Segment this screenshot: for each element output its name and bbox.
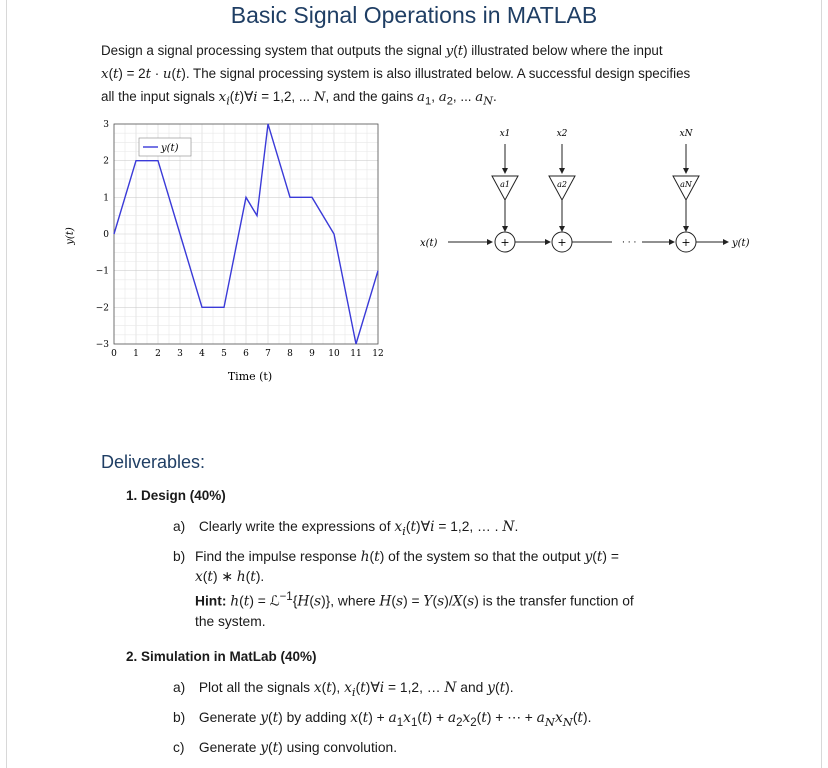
item-1b-hint: Hint: h(t) = ℒ$^{-1}${H(s)}, where H(s) = Y(s)/X(s) is the transfer function of [195, 591, 634, 610]
gain-aN-label: aN [680, 180, 692, 189]
x-axis-ticks [111, 349, 384, 359]
input-label: x(t) [420, 238, 438, 249]
signal-chart [60, 112, 400, 392]
intro-line-1: Design a signal processing system that outputs the signal y(t) illustrated below where the input [101, 43, 663, 59]
x-tick-label: 12 [372, 349, 384, 359]
item-2a-text: Plot all the signals x(t), $x_i(t)\forall i = 1,2$, … N and y(t). [198, 680, 514, 699]
adder-N-symbol: + [681, 236, 691, 249]
x-tick-label: 7 [265, 349, 271, 359]
item-1b-hint-2: the system. [195, 613, 266, 629]
item-2c-text: Generate y(t) using convolution. [198, 740, 398, 756]
item-1a-label: a) [173, 519, 186, 534]
x-tick-label: 4 [199, 349, 205, 359]
y-tick-label: −2 [95, 303, 109, 314]
item-1b [173, 547, 733, 632]
x-axis-label: Time (t) [227, 370, 273, 383]
item-2c [173, 738, 397, 758]
signal-xN-label: xN [679, 129, 693, 139]
hint-label: Hint: [195, 593, 227, 609]
system-diagram [410, 118, 770, 258]
adder-1-symbol: + [500, 236, 510, 249]
signal-x2-label: x2 [556, 129, 568, 139]
item-1b-label: b) [173, 549, 186, 564]
item-1b-text-2: x(t) ∗ h(t). [195, 569, 265, 585]
intro-line-2: x(t) = 2t · u(t). The signal processing system is also illustrated below. A successful design specifies [101, 66, 691, 82]
signal-x1-label: x1 [499, 129, 511, 139]
x-tick-label: 6 [243, 349, 249, 359]
item-2a [173, 678, 514, 702]
item-2c-label: c) [173, 740, 185, 755]
x-tick-label: 9 [309, 349, 315, 359]
x-tick-label: 8 [287, 349, 293, 359]
item-1a-text: Clearly write the expressions of $x_i(t)\forall i = 1,2$, … . N. [198, 519, 519, 538]
y-tick-label: 1 [103, 193, 109, 204]
y-tick-label: 0 [103, 230, 109, 240]
x-tick-label: 1 [133, 349, 139, 359]
x-tick-label: 10 [328, 349, 340, 359]
gain-a2-label: a2 [557, 180, 567, 189]
y-tick-label: 2 [103, 156, 109, 167]
output-label: y(t) [732, 238, 750, 249]
x-tick-label: 3 [177, 349, 183, 359]
y-axis-ticks [96, 120, 110, 350]
chart-grid [114, 124, 378, 344]
item-2-title: 2. Simulation in MatLab (40%) [126, 649, 317, 664]
item-2b [173, 708, 591, 733]
deliverables-heading: Deliverables: [101, 452, 206, 472]
x-tick-label: 11 [350, 349, 362, 359]
item-1a [173, 517, 518, 541]
y-tick-label: −1 [95, 266, 109, 277]
intro-paragraph [101, 40, 741, 113]
item-2b-label: b) [173, 710, 186, 725]
legend [139, 138, 191, 156]
ellipsis: · · · [622, 238, 637, 248]
x-tick-label: 0 [111, 349, 117, 359]
item-1b-text: Find the impulse response h(t) of the system so that the output y(t) = [195, 549, 619, 565]
intro-line-3: all the input signals $x_i(t)\forall i = 1,2$, ... N, and the gains $a_1$, $a_2$, ... $a_N$. [101, 89, 497, 108]
y-tick-label: −3 [95, 340, 109, 350]
item-1-title: 1. Design (40%) [126, 488, 226, 503]
x-tick-label: 2 [155, 349, 161, 359]
x-tick-label: 5 [221, 349, 227, 359]
item-2b-text: Generate y(t) by adding $x(t) + a_1x_1(t) + a_2x_2(t)$ + ⋯ + $a_Nx_N(t)$. [198, 710, 592, 729]
adder-2-symbol: + [557, 236, 567, 249]
gain-a1-label: a1 [500, 180, 510, 189]
item-2a-label: a) [173, 680, 186, 695]
legend-label: y(t) [161, 143, 179, 154]
y-axis-label: y(t) [65, 227, 76, 245]
page-title: Basic Signal Operations in MATLAB [230, 2, 598, 28]
y-tick-label: 3 [103, 120, 109, 130]
